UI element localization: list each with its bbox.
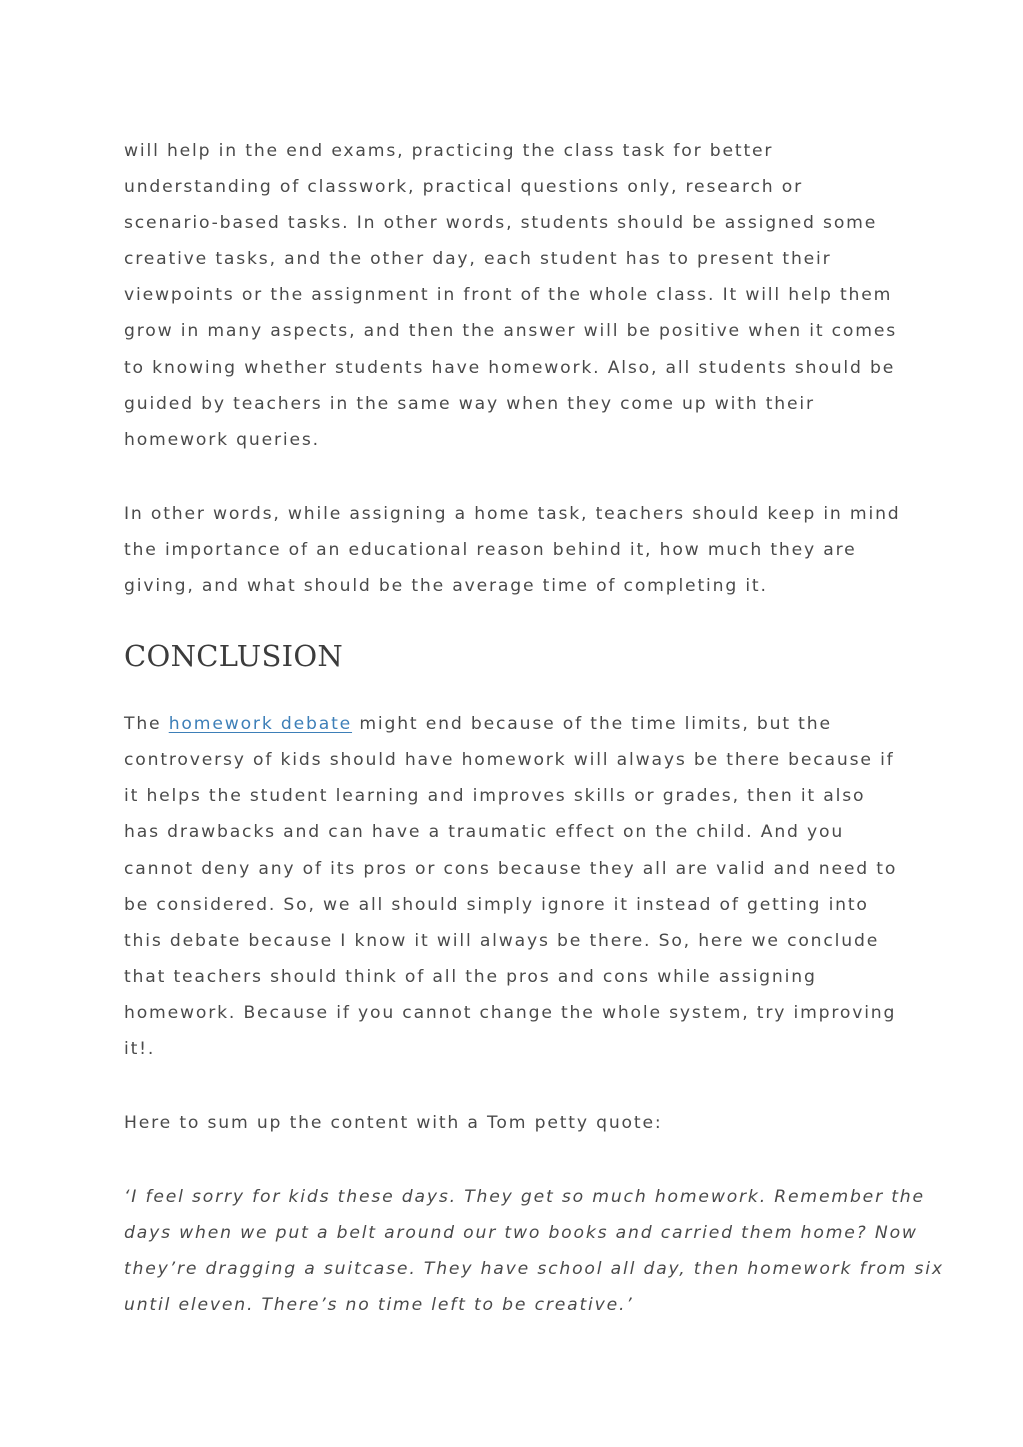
- text-line: understanding of classwork, practical questions only, research or: [124, 177, 803, 198]
- text-line: that teachers should think of all the pros and cons while assigning: [124, 966, 817, 987]
- text-line: has drawbacks and can have a traumatic effect on the child. And you: [124, 822, 845, 843]
- quote-line: days when we put a belt around our two books and carried them home? Now: [124, 1223, 918, 1244]
- text-line: [124, 706, 914, 742]
- text-line: giving, and what should be the average time of completing it.: [124, 576, 768, 597]
- text-fragment: might end because of the time limits, but the: [352, 714, 832, 735]
- text-line: it helps the student learning and improves skills or grades, then it also: [124, 786, 866, 807]
- quote-line: until eleven. There’s no time left to be creative.’: [124, 1295, 634, 1316]
- paragraph-conclusion: [124, 706, 914, 1067]
- paragraph-home-task: [124, 496, 914, 604]
- text-line: scenario-based tasks. In other words, students should be assigned some: [124, 213, 878, 234]
- text-line: viewpoints or the assignment in front of the whole class. It will help them: [124, 285, 893, 306]
- text-line: creative tasks, and the other day, each student has to present their: [124, 249, 832, 270]
- quote-line: ‘I feel sorry for kids these days. They get so much homework. Remember the: [124, 1187, 925, 1208]
- text-line: grow in many aspects, and then the answer will be positive when it comes: [124, 321, 897, 342]
- text-line: homework queries.: [124, 429, 320, 450]
- text-line: be considered. So, we all should simply ignore it instead of getting into: [124, 894, 869, 915]
- quote-line: they’re dragging a suitcase. They have school all day, then homework from six: [124, 1259, 944, 1280]
- document-page: [124, 133, 944, 1324]
- paragraph-quote-intro: [124, 1105, 914, 1141]
- text-line: guided by teachers in the same way when they come up with their: [124, 393, 815, 414]
- section-heading-conclusion: CONCLUSION: [124, 639, 344, 674]
- text-line: cannot deny any of its pros or cons because they all are valid and need to: [124, 858, 898, 879]
- tom-petty-quote: [124, 1179, 944, 1323]
- text-line: Here to sum up the content with a Tom petty quote:: [124, 1113, 663, 1134]
- text-fragment: The: [124, 714, 169, 735]
- text-line: In other words, while assigning a home task, teachers should keep in mind: [124, 503, 901, 524]
- text-line: this debate because I know it will always be there. So, here we conclude: [124, 930, 880, 951]
- text-line: will help in the end exams, practicing the class task for better: [124, 141, 774, 161]
- text-line: to knowing whether students have homework. Also, all students should be: [124, 357, 896, 378]
- text-line: the importance of an educational reason behind it, how much they are: [124, 539, 857, 560]
- homework-debate-link[interactable]: homework debate: [168, 714, 353, 735]
- text-line: controversy of kids should have homework will always be there because if: [124, 750, 895, 771]
- text-line: homework. Because if you cannot change the whole system, try improving: [124, 1002, 897, 1023]
- text-line: it!.: [124, 1038, 156, 1059]
- paragraph-homework-assignment: [124, 133, 914, 458]
